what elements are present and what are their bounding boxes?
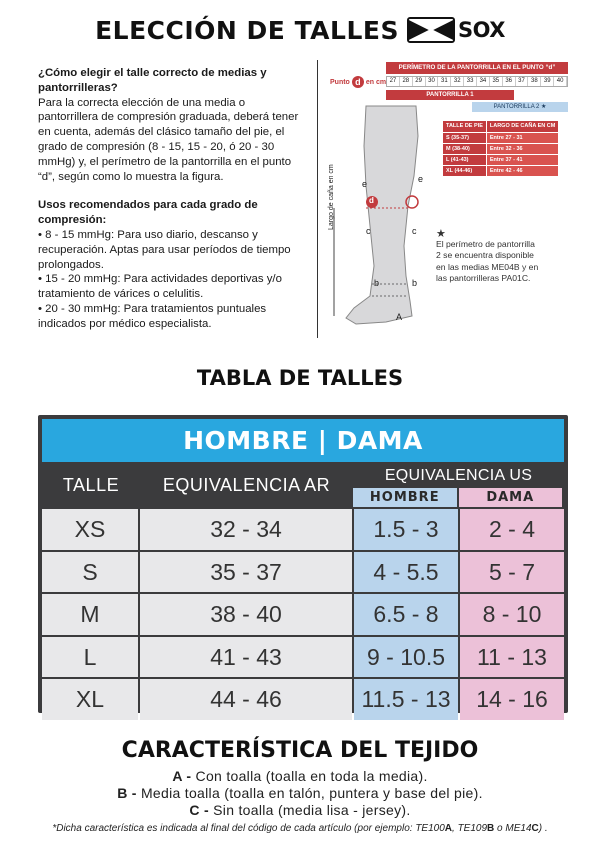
cell-dama: 5 - 7 [460,552,564,593]
mini-cell: L (41-43) [443,155,487,166]
punto-text: Punto [330,78,350,86]
fabric-title: CARACTERÍSTICA DEL TEJIDO [121,738,479,763]
page-header [0,12,600,48]
intro-paragraph: Para la correcta elección de una media o pantorrillera de compresión graduada, deberá tener en cuenta, además del clásico tamaño del pie, el grado de compresión (8 - 15, 15 - 20, ó 20 - 30 mmHg) y, el perímetro de la pantorrilla en el punto “d”, según como lo muestra la figura. [38,96,299,183]
cell-talle: XS [42,509,138,550]
scale-tick: 29 [413,77,426,86]
col-us-header: EQUIVALENCIA US [384,467,533,484]
mini-cell: XL (44-46) [443,166,487,177]
cell-ar: 32 - 34 [140,509,352,550]
star-icon: ★ [436,228,446,240]
pantorrilla-2-bar: PANTORRILLA 2 ★ [472,102,568,112]
cell-hombre: 11.5 - 13 [354,679,458,720]
footnote-text: ) . [538,823,548,834]
scale-tick: 40 [554,77,567,86]
pantorrilla-1-bar: PANTORRILLA 1 [386,90,514,100]
mini-cell: Entre 32 - 36 [486,144,559,155]
brand-logo [407,17,505,43]
use-item: • 20 - 30 mmHg: Para tratamientos puntuales indicados por médico especialista. [38,302,267,330]
mini-header: LARGO DE CAÑA EN CM [486,121,559,133]
sox-logo-icon [407,17,455,43]
mini-cell: S (35-37) [443,133,487,144]
scale-tick: 33 [464,77,477,86]
size-table-title: TABLA DE TALLES [196,366,404,390]
mini-cell: M (38-40) [443,144,487,155]
cell-ar: 41 - 43 [140,637,352,678]
table-header-row [42,464,564,507]
footnote-letter: B [487,823,495,834]
scale-tick: 31 [438,77,451,86]
cell-dama: 14 - 16 [460,679,564,720]
cell-dama: 2 - 4 [460,509,564,550]
intro-text [38,66,306,332]
cell-talle: XL [42,679,138,720]
cell-hombre: 4 - 5.5 [354,552,458,593]
fabric-text: Media toalla (toalla en talón, puntera y base del pie). [136,785,483,801]
cell-hombre: 9 - 10.5 [354,637,458,678]
scale-tick: 30 [426,77,439,86]
mini-cell: Entre 27 - 31 [486,133,559,144]
footnote-text: o ME14 [494,823,532,834]
fabric-text: Sin toalla (media lisa - jersey). [208,802,411,818]
table-row [443,155,559,166]
scale-tick: 27 [387,77,400,86]
fabric-line-a [0,768,600,784]
mini-cell: Entre 42 - 46 [486,166,559,177]
leg-point-e: e [362,179,368,189]
table-row [42,594,564,635]
table-banner: HOMBRE | DAMA [42,419,564,462]
shaft-length-table [442,120,559,177]
leg-point-e: e [418,174,424,184]
cm-scale [386,76,568,87]
cell-dama: 8 - 10 [460,594,564,635]
divider [317,60,318,338]
col-hombre-header: HOMBRE [353,488,457,507]
leg-point-a: A [396,312,403,322]
leg-point-b: b [412,278,418,288]
footnote [0,823,600,834]
leg-diagram-icon [326,96,436,336]
table-row [42,679,564,720]
scale-tick: 32 [451,77,464,86]
scale-tick: 28 [400,77,413,86]
fabric-letter: A - [172,768,192,784]
table-row [443,144,559,155]
col-ar-header: EQUIVALENCIA AR [162,475,331,495]
leg-point-b: b [374,278,380,288]
fabric-line-c [0,802,600,818]
leg-point-c: c [412,226,417,236]
col-us-header-group [353,464,564,507]
cell-talle: S [42,552,138,593]
fabric-letter: B - [117,785,137,801]
point-d-marker: d [352,76,364,88]
leg-length-label: Largo de caña en cm [328,164,335,230]
punto-label [330,76,386,88]
en-cm-text: en cm [365,78,387,86]
footnote-text: , TE109 [452,823,488,834]
leg-point-c: c [366,226,371,236]
uses-title: Usos recomendados para cada grado de compresión: [38,199,258,227]
scale-tick: 35 [490,77,503,86]
page-title: ELECCIÓN DE TALLES [95,15,399,45]
footnote-letter: C [531,823,539,834]
use-item: • 8 - 15 mmHg: Para uso diario, descanso y recuperación. Aptas para usar períodos de tiempo prolongados. [38,228,291,271]
measurement-figure [326,56,580,338]
col-talle-header: TALLE [62,475,120,495]
fabric-text: Con toalla (toalla en toda la media). [191,768,428,784]
cell-ar: 35 - 37 [140,552,352,593]
footnote-letter: A [444,823,453,834]
scale-tick: 38 [528,77,541,86]
table-row [42,509,564,550]
col-dama-header: DAMA [459,488,563,507]
star-note [436,230,540,284]
mini-cell: Entre 37 - 41 [486,155,559,166]
star-note-text: El perímetro de pantorrilla 2 se encuentra disponible en las medias ME04B y en las pantorrilleras PA01C. [436,239,539,283]
use-item: • 15 - 20 mmHg: Para actividades deportivas y/o tratamiento de várices o celulitis. [38,273,282,301]
scale-tick: 34 [477,77,490,86]
cell-ar: 44 - 46 [140,679,352,720]
mini-header: TALLE DE PIE [443,121,487,133]
table-row [443,133,559,144]
size-table [38,415,568,713]
intro-question: ¿Cómo elegir el talle correcto de medias y pantorrilleras? [38,67,267,94]
scale-tick: 37 [516,77,529,86]
cell-ar: 38 - 40 [140,594,352,635]
brand-name: SOX [457,18,505,42]
perimeter-header: PERÍMETRO DE LA PANTORRILLA EN EL PUNTO “d” [386,62,568,74]
cell-talle: L [42,637,138,678]
fabric-line-b [0,785,600,801]
table-row [42,552,564,593]
cell-dama: 11 - 13 [460,637,564,678]
cell-hombre: 1.5 - 3 [354,509,458,550]
scale-tick: 39 [541,77,554,86]
cell-talle: M [42,594,138,635]
fabric-letter: C - [189,802,209,818]
scale-tick: 36 [503,77,516,86]
cell-hombre: 6.5 - 8 [354,594,458,635]
table-row [42,637,564,678]
table-row [443,166,559,177]
footnote-text: *Dicha característica es indicada al final del código de cada artículo (por ejemplo: TE100 [52,823,445,834]
leg-point-d: d [369,196,374,205]
